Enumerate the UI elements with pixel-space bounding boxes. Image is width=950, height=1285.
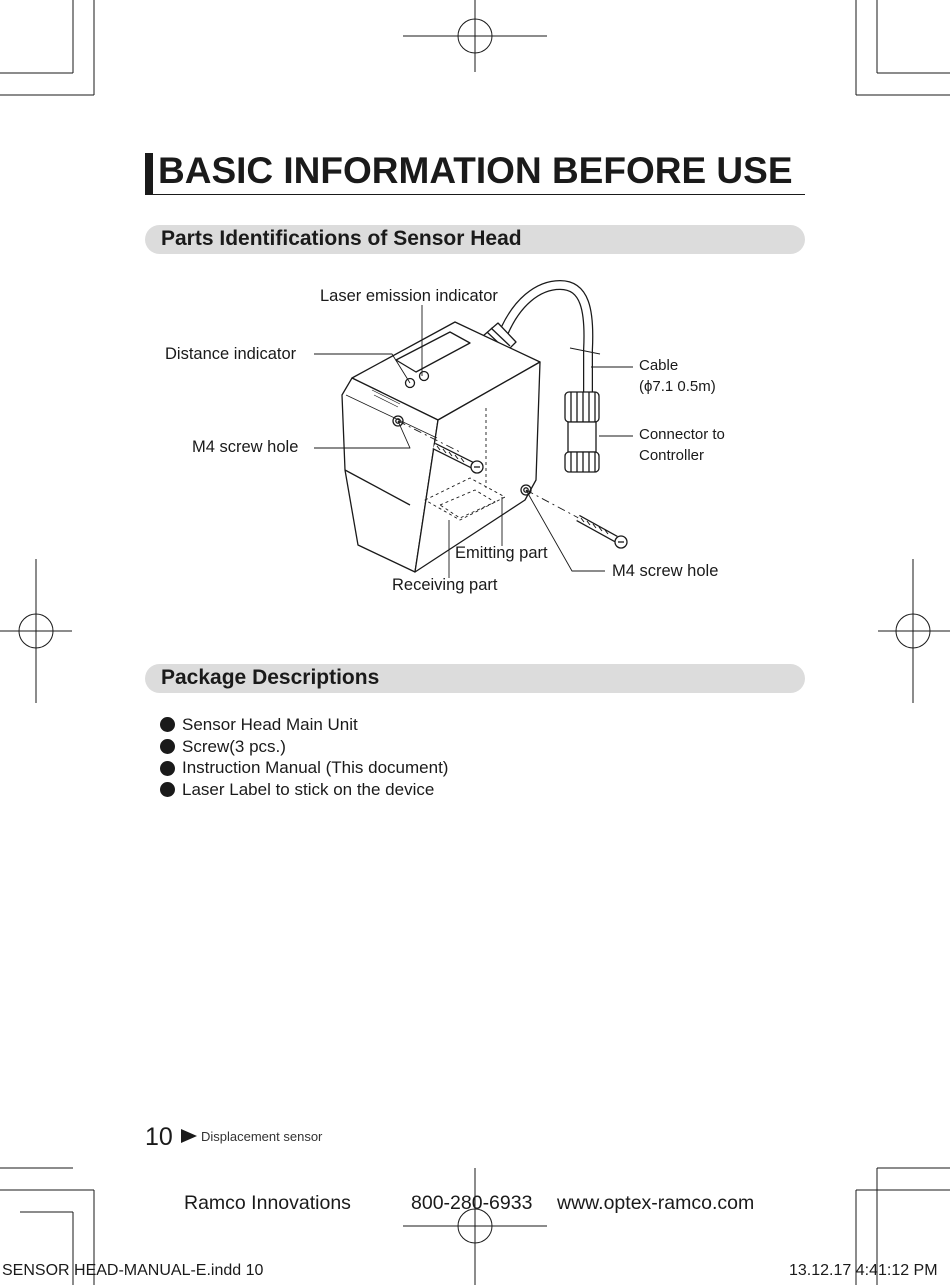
section-header-package — [145, 664, 805, 693]
label-distance-indicator: Distance indicator — [165, 345, 297, 363]
label-laser-emission-indicator: Laser emission indicator — [320, 287, 498, 305]
company-name: Ramco Innovations — [184, 1192, 351, 1214]
page-title: BASIC INFORMATION BEFORE USE — [158, 150, 793, 191]
label-connector: Connector to — [639, 426, 725, 443]
section-heading-parts: Parts Identifications of Sensor Head — [161, 227, 522, 250]
bullet-icon — [160, 761, 175, 776]
arrow-right-icon — [181, 1129, 197, 1143]
list-item: Sensor Head Main Unit — [160, 714, 448, 736]
bullet-icon — [160, 782, 175, 797]
label-emitting-part: Emitting part — [455, 544, 548, 562]
label-cable-spec: (ϕ7.1 0.5m) — [639, 378, 716, 395]
section-heading-package: Package Descriptions — [161, 666, 380, 689]
label-cable: Cable — [639, 357, 679, 374]
sensor-head-diagram — [0, 0, 950, 620]
company-phone: 800-280-6933 — [411, 1192, 533, 1214]
print-timestamp: 13.12.17 4:41:12 PM — [789, 1262, 938, 1279]
label-connector-target: Controller — [639, 447, 705, 464]
label-m4-screw-hole-right: M4 screw hole — [612, 562, 719, 580]
bullet-icon — [160, 717, 175, 732]
bullet-icon — [160, 739, 175, 754]
list-item: Laser Label to stick on the device — [160, 779, 448, 801]
footer-product-name: Displacement sensor — [201, 1129, 323, 1144]
company-website[interactable]: www.optex-ramco.com — [557, 1192, 755, 1214]
list-item: Screw(3 pcs.) — [160, 736, 448, 758]
label-receiving-part: Receiving part — [392, 576, 498, 594]
label-m4-screw-hole-left: M4 screw hole — [192, 438, 299, 456]
list-item: Instruction Manual (This document) — [160, 757, 448, 779]
package-list — [160, 714, 448, 801]
file-slug: SENSOR HEAD-MANUAL-E.indd 10 — [2, 1262, 264, 1279]
page-number: 10 — [145, 1123, 173, 1151]
